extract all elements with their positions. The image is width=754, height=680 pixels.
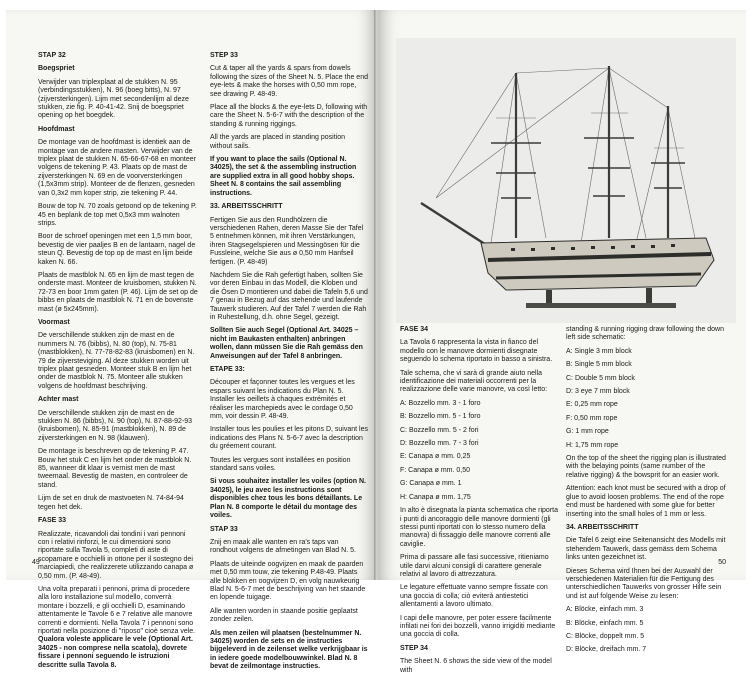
list-item: G: Canapa ø mm. 1 (400, 480, 462, 488)
list-item: E: Canapa ø mm. 0,25 (400, 453, 471, 461)
heading-arbeitsschritt34: 34. ARBEITSSCHRITT (566, 523, 639, 531)
paragraph: Prima di passare alle fasi successive, ritieniamo utile darvi alcuni consigli di carattere generale relativi al lavoro di attrezzatura. (400, 554, 549, 578)
paragraph: Attention: each knot must be secured with a drop of glue to avoid loosen problems. The end of the rope end must be hardened with some glue for better inserting into the small holes of 1 mm or less. (566, 485, 726, 518)
paragraph: De montage is beschreven op de tekening P. 47. Bouw het stuk C en lijm het onder de mastblok N. 85, wanneer dit klaar is vernist men de mast tweemaal. Bevestig de masten, en controleer de stand. (38, 448, 192, 489)
list-item: H: 1,75 mm rope (566, 441, 619, 449)
paragraph: Place all the blocks & the eye-lets D, following with care the Sheet N. 5-6-7 with the description of the standing & running riggings. (210, 104, 368, 128)
paragraph: Fertigen Sie aus den Rundhölzern die verschiedenen Rahen, deren Masse Sie der Tafel 5 entnehmen können, mit ihren Verstärkungen, ihren Stagsegelspieren und Messingösen für die Fussleine, welche Sie aus ø 0,50 mm Hanfseil fertigen. (P. 48-49) (210, 216, 364, 266)
paragraph: The Sheet N. 6 shows the side view of the model with (400, 658, 552, 674)
paragraph: Découper et façonner toutes les vergues et les espars suivant les indications du Plan N. 5. Installer les oeillets à chaques extrémités et réaliser les marchepieds avec le cordage 0,50 mm, voir dessin P. 48-49. (210, 379, 355, 421)
list-item: A: Single 3 mm block (566, 347, 632, 355)
paragraph: Le legature effettuate vanno sempre fissate con una goccia di colla; ciò eviterà antiestetici allentamenti a lavoro ultimato. (400, 584, 548, 609)
right-page-column-2 (566, 326, 726, 660)
paragraph: Plaats de uiteinde oogvijzen en maak de paarden met 0,50 mm touw, zie tekening P.48-49. Plaats alle blokken en oogvijzen D, en volg nauwkeurig Blad N. 5-6-7 met de beschrijving van het staande en lopende tuigage. (210, 560, 366, 602)
bold-note: Qualora voleste applicare le vele (Optional Art. 34025 - non comprese nella scatola), dovrete fissare i pennoni seguendo le istruzioni descritte sulla Tavola 8. (38, 636, 193, 669)
paragraph: La Tavola 6 rappresenta la vista in fianco del modello con le manovre dormienti disegnate seguendo lo schema riportato in basso a sinistra. (400, 339, 553, 364)
heading-mainmast: Hoofdmast (38, 125, 75, 133)
list-item: F: 0,50 mm rope (566, 414, 618, 422)
paragraph: Znij en maak alle wanten en ra's taps van rondhout volgens de afmetingen van Blad N. 5. (210, 538, 356, 555)
bold-note: If you want to place the sails (Optional N. 34025), the set & the assembling instruction are supplied extra in all good hobby shops. Sheet N. 8 contains the sail assembling instructions. (210, 156, 357, 197)
bold-note: Als men zeilen wil plaatsen (bestelnummer N. 34025) worden de sets en de instructies bijgeleverd in de zeilenset welke verkrijgbaar is in iedere goede modelbouwwinkel. Blad N. 8 bevat de zeilmontage instructies. (210, 629, 368, 671)
left-page-column-1 (38, 52, 198, 675)
paragraph: In alto è disegnata la pianta schematica che riporta i punti di ancoraggio delle manovre dormienti (gli stessi punti riportati con lo stesso numero della manovra) di fissaggio delle manovre correnti alle caviglie. (400, 507, 558, 548)
paragraph (38, 586, 198, 670)
paragraph: Boor de schroef openingen met een 1,5 mm boor, bevestig de vier paaljes B en de lantaarn, nagel de steun Q. Bevestig de top op de mast en lijm beide kaken N. 66. (38, 233, 196, 266)
paragraph: Bouw de top N. 70 zoals getoond op de tekening P. 45 en beplank de top met 0,5x3 mm walnoten strips. (38, 203, 197, 227)
paragraph: Nachdem Sie die Rah gefertigt haben, sollten Sie vor deren Einbau in das Modell, die Kloben und die Ösen D montieren und dabei die Tafeln 5,6 und 7 genau in Bezug auf das stehende und laufende Tauwerk studieren. Auf der Tafel 7 werden die Rah in Ruhestellung, d.h. ohne Segel, gezeigt. (210, 271, 368, 321)
paragraph: Tale schema, che vi sarà di grande aiuto nella identificazione dei materiali occorrenti per la realizzazione delle varie manovre, va così letto: (400, 369, 548, 394)
list-item: C: Bozzello mm. 5 - 2 fori (400, 426, 479, 434)
list-item: H: Canapa ø mm. 1,75 (400, 493, 471, 501)
heading-etape33: ETAPE 33: (210, 366, 245, 373)
heading-step34: STEP 34 (400, 644, 428, 652)
heading-mizzen: Achter mast (38, 396, 79, 404)
paragraph: Die Tafel 6 zeigt eine Seitenansicht des Modells mit stehendem Tauwerk, dass gemäss dem Schema links unten gezeichnet ist. (566, 537, 726, 562)
heading-fase33: FASE 33 (38, 517, 67, 525)
paragraph: Verwijder van triplexplaat al de stukken N. 95 (verbindingsstukken), N. 96 (boeg bitts), N. 97 (zijversterkingen). Lijm met secondenlijm al deze stukken, zie fig. P. 40-41-42. Snij de boegspriet opening op het boegdek. (38, 78, 189, 120)
list-item: C: Double 5 mm block (566, 374, 635, 382)
ship-model-illustration (396, 38, 736, 323)
list-item: B: Single 5 mm block (566, 361, 632, 369)
page-number-left: 49 (32, 559, 40, 566)
heading-stap32: STAP 32 (38, 52, 66, 59)
paragraph: standing & running rigging draw following the down left side schematic: (566, 326, 724, 342)
list-item: F: Canapa ø mm. 0,50 (400, 466, 471, 474)
list-item: A: Bozzello mm. 3 - 1 foro (400, 399, 481, 407)
paragraph: Realizzate, ricavandoli dai tondini i vari pennoni con i relativi rinforzi, le cui dimensioni sono riportate sulla Tavola 5, completi di aste di scopamare e occhielli in ottone per il sostegno dei marciapiedi, che realizzerete utilizzando canapa ø 0,50 mm. (P. 48-49). (38, 530, 194, 580)
list-item: D: Bozzello mm. 7 - 3 fori (400, 440, 479, 448)
bold-note: Si vous souhaitez installer les voiles (option N. 34025), le jeu avec les instructions sont disponibles chez tous les bons détaillants. Le Plan N. 8 comporte le détail du montage des voiles. (210, 478, 366, 520)
list-item: B: Bozzello mm. 5 - 1 foro (400, 413, 481, 421)
heading-step33: STEP 33 (210, 52, 238, 59)
parts-list-it (400, 400, 560, 502)
heading-bowsprit: Boegspriet (38, 65, 75, 73)
paragraph: De verschillende stukken zijn de mast en de nummers N. 76 (bibbs), N. 80 (top), N. 75-81 (mastblokken), N. 77-78-82-83 (kruisbomen) en N. 79 de zijversteviging. Al deze stukken worden uit triplex plaat gesneden. Monteer stuk B en lijm het onder de mastblok N. 75. Monteer alle stukken volgens de hoofdmast beschrijving. (38, 332, 195, 390)
paragraph: Alle wanten worden in staande positie geplaatst zonder zeilen. (210, 607, 358, 624)
paragraph: I capi delle manovre, per poter essere facilmente infilati nei fori dei bozzelli, vanno irrigiditi mediante una goccia di colla. (400, 614, 556, 639)
bold-note: Sollten Sie auch Segel (Optional Art. 34025 – nicht im Baukasten enthalten) anbringen wollen, dann müssen Sie die Rah gemäss den Anweisungen auf der Tafel 8 anbringen. (210, 327, 363, 360)
paragraph: Installer tous les poulies et les pitons D, suivant les indications des Plans N. 5-6-7 avec la description du gréement courant. (210, 426, 368, 451)
right-page (378, 10, 746, 674)
parts-list-de (566, 606, 726, 655)
heading-fase34: FASE 34 (400, 326, 429, 333)
paragraph: Dieses Schema wird Ihnen bei der Auswahl der verschiedenen Materialien für die Fertigung des unterschiedlichen Tauwerks von grosser Hilfe sein und ist auf folgende Weise zu lesen: (566, 567, 722, 600)
list-item: D: 3 eye 7 mm block (566, 388, 630, 396)
parts-list-en (566, 348, 726, 450)
list-item: A: Blöcke, einfach mm. 3 (566, 606, 644, 614)
right-page-column-1 (400, 326, 560, 680)
ship-model-photo (396, 38, 736, 323)
paragraph: All the yards are placed in standing position without sails. (210, 134, 346, 150)
paragraph: De verschillende stukken zijn de mast en de stukken N. 86 (bibbs), N. 90 (top), N. 87-88-92-93 (kruisbomen), N. 85-91 (mastblokken), N. 89 de zijversterkingen en N. 98 (klauwen). (38, 409, 193, 442)
left-page-column-2 (210, 52, 368, 677)
paragraph-text: Una volta preparati i pennoni, prima di procedere alla loro installazione sul modello, converrà montare i bozzelli, e gli occhielli D, esaminando attentamente le Tavole 6 e 7 relative alle manovre correnti e dormienti. Nella Tavola 7 i pennoni sono riportati nella posizione di "riposo" cioè senza vele. (38, 585, 196, 635)
paragraph: Cut & taper all the yards & spars from dowels following the sizes of the Sheet N. 5. Place the end eye-lets & make the horses with 0,50 mm rope, see drawing P. 48-49. (210, 65, 368, 98)
heading-arbeitsschritt33: 33. ARBEITSSCHRITT (210, 203, 283, 211)
paragraph: Lijm de set en druk de mastvoeten N. 74-84-94 tegen het dek. (38, 495, 184, 511)
paragraph: On the top of the sheet the rigging plan is illustrated with the belaying points (same number of the relative rigging) & the bowsprit for an easier work. (566, 455, 726, 479)
list-item: C: Blöcke, doppelt mm. 5 (566, 632, 645, 640)
left-page (6, 10, 376, 671)
heading-foremast: Voormast (38, 318, 70, 326)
heading-stap33: STAP 33 (210, 525, 238, 533)
paragraph: Toutes les vergues sont installées en position standard sans voiles. (210, 456, 351, 473)
list-item: B: Blöcke, einfach mm. 5 (566, 619, 644, 627)
paragraph: Plaats de mastblok N. 65 en lijm de mast tegen de onderste mast. Monteer de kruisbomen, stukken N. 72-73 en boor 1mm gaten (P. 46). Lijm de set op de bibbs en plaats de mastblok N. 71 en de bovenste mast (ø 5x245mm). (38, 271, 198, 313)
list-item: E: 0,25 mm rope (566, 401, 618, 409)
list-item: G: 1 mm rope (566, 428, 609, 436)
paragraph: De montage van de hoofdmast is identiek aan de montage van de andere masten. Verwijder van de triplex plaat de stukken N. 65-66-67-68 en monteer volgens de tekening P. 43. Plaats op de mast de zijversterkingen N. 69 en de voorversterkingen (1,5x3mm strip). Monteer de de flenzen, gesneden van 0,3x2 mm koper strip, zie tekening P. 44. (38, 139, 196, 197)
list-item: D: Blöcke, dreifach mm. 7 (566, 646, 647, 654)
page-number-right: 50 (718, 559, 726, 566)
